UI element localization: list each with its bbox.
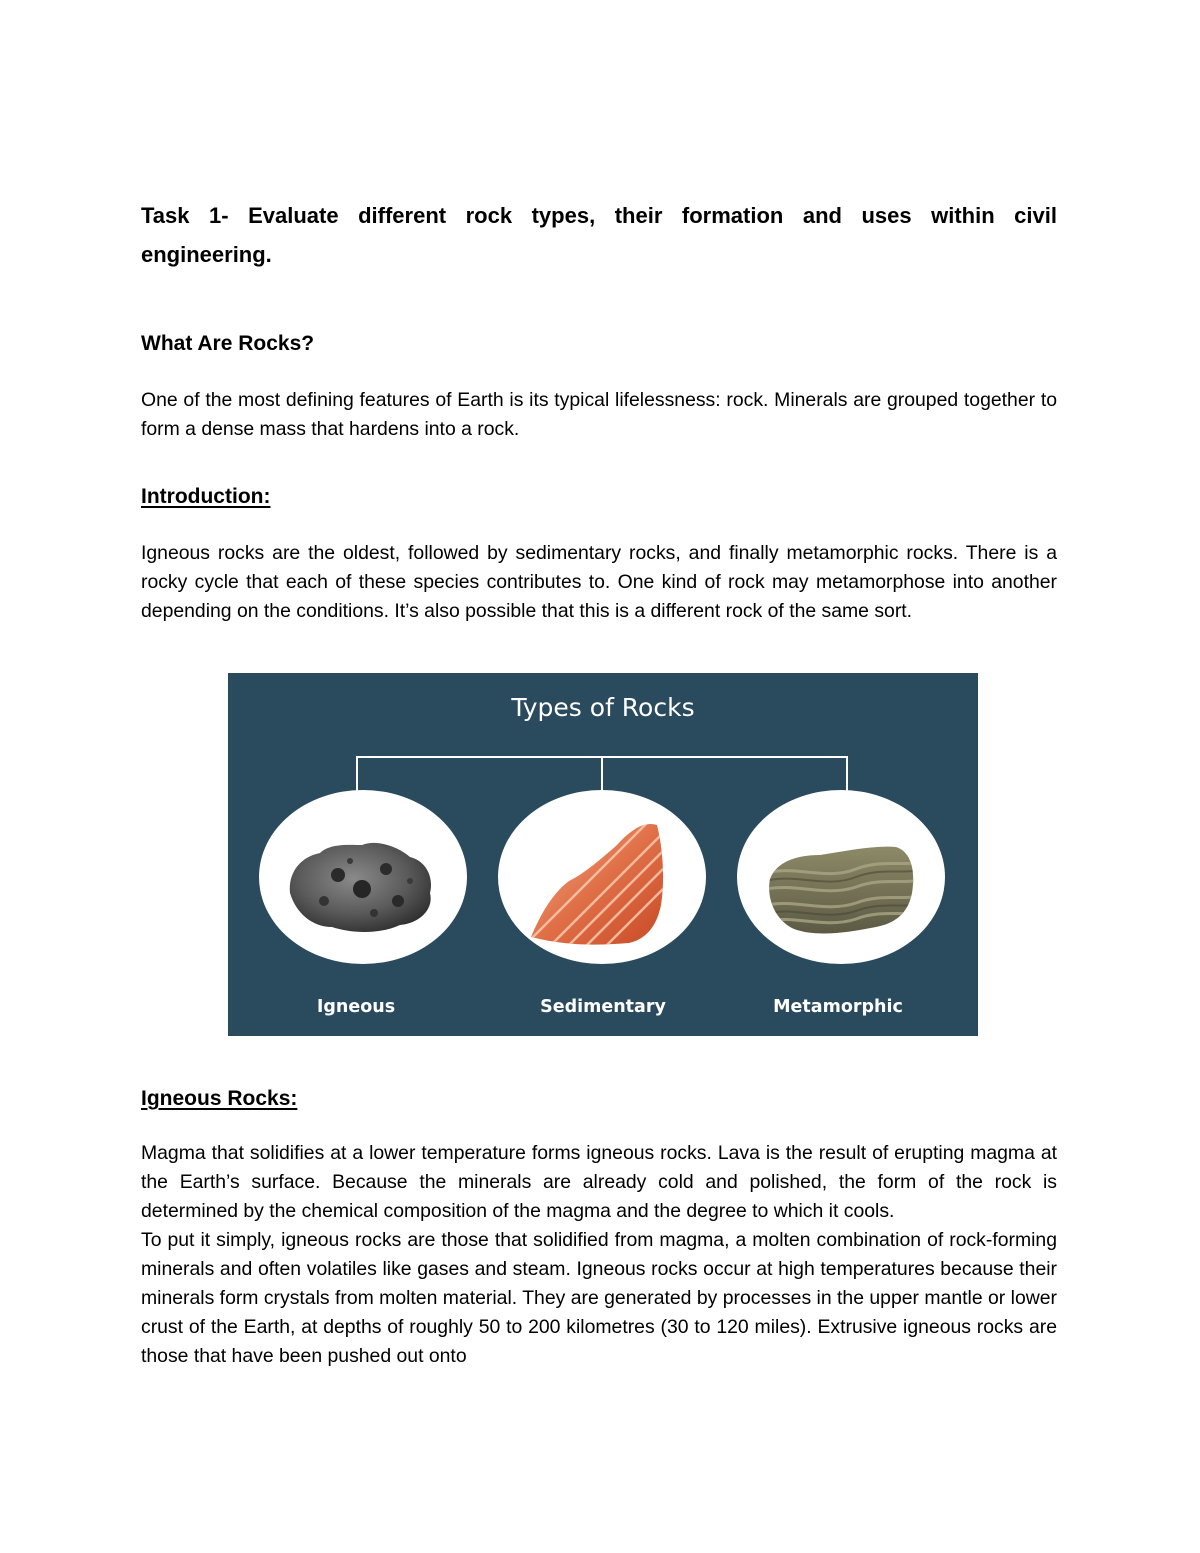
document-page <box>141 196 1057 626</box>
task-title: Task 1- Evaluate different rock types, their formation and uses within civil engineering. <box>141 203 1057 267</box>
igneous-rock-icon <box>258 789 468 965</box>
what-are-rocks-paragraph: One of the most defining features of Earth is its typical lifelessness: rock. Minerals are grouped together to form a dense mass that hardens into a rock. <box>141 389 1057 440</box>
sedimentary-label: Sedimentary <box>540 997 666 1017</box>
figure-title: Types of Rocks <box>511 693 695 722</box>
introduction-paragraph: Igneous rocks are the oldest, followed by sedimentary rocks, and finally metamorphic rocks. There is a rocky cycle that each of these species contributes to. One kind of rock may metamorphose into another depending on the conditions. It’s also possible that this is a different rock of the same sort. <box>141 542 1057 622</box>
introduction-heading: Introduction: <box>141 485 271 508</box>
metamorphic-rock-icon <box>736 789 946 965</box>
igneous-paragraph-1: Magma that solidifies at a lower temperature forms igneous rocks. Lava is the result of erupting magma at the Earth’s surface. Because the minerals are already cold and polished, the form of the rock is determined by the chemical composition of the magma and the degree to which it cools. <box>141 1142 1057 1222</box>
rock-types-figure <box>228 673 978 1036</box>
igneous-rocks-heading: Igneous Rocks: <box>141 1087 298 1110</box>
igneous-paragraph-2: To put it simply, igneous rocks are those that solidified from magma, a molten combination of rock-forming minerals and often volatiles like gases and steam. Igneous rocks occur at high temperatures because their minerals form crystals from molten material. They are generated by processes in the upper mantle or lower crust of the Earth, at depths of roughly 50 to 200 kilometres (30 to 120 miles). Extrusive igneous rocks are those that have been pushed out onto <box>141 1229 1057 1367</box>
metamorphic-label: Metamorphic <box>773 997 903 1017</box>
igneous-label: Igneous <box>316 997 396 1017</box>
igneous-section <box>141 1084 1057 1371</box>
what-are-rocks-heading: What Are Rocks? <box>141 332 315 355</box>
sedimentary-rock-icon <box>497 789 707 965</box>
